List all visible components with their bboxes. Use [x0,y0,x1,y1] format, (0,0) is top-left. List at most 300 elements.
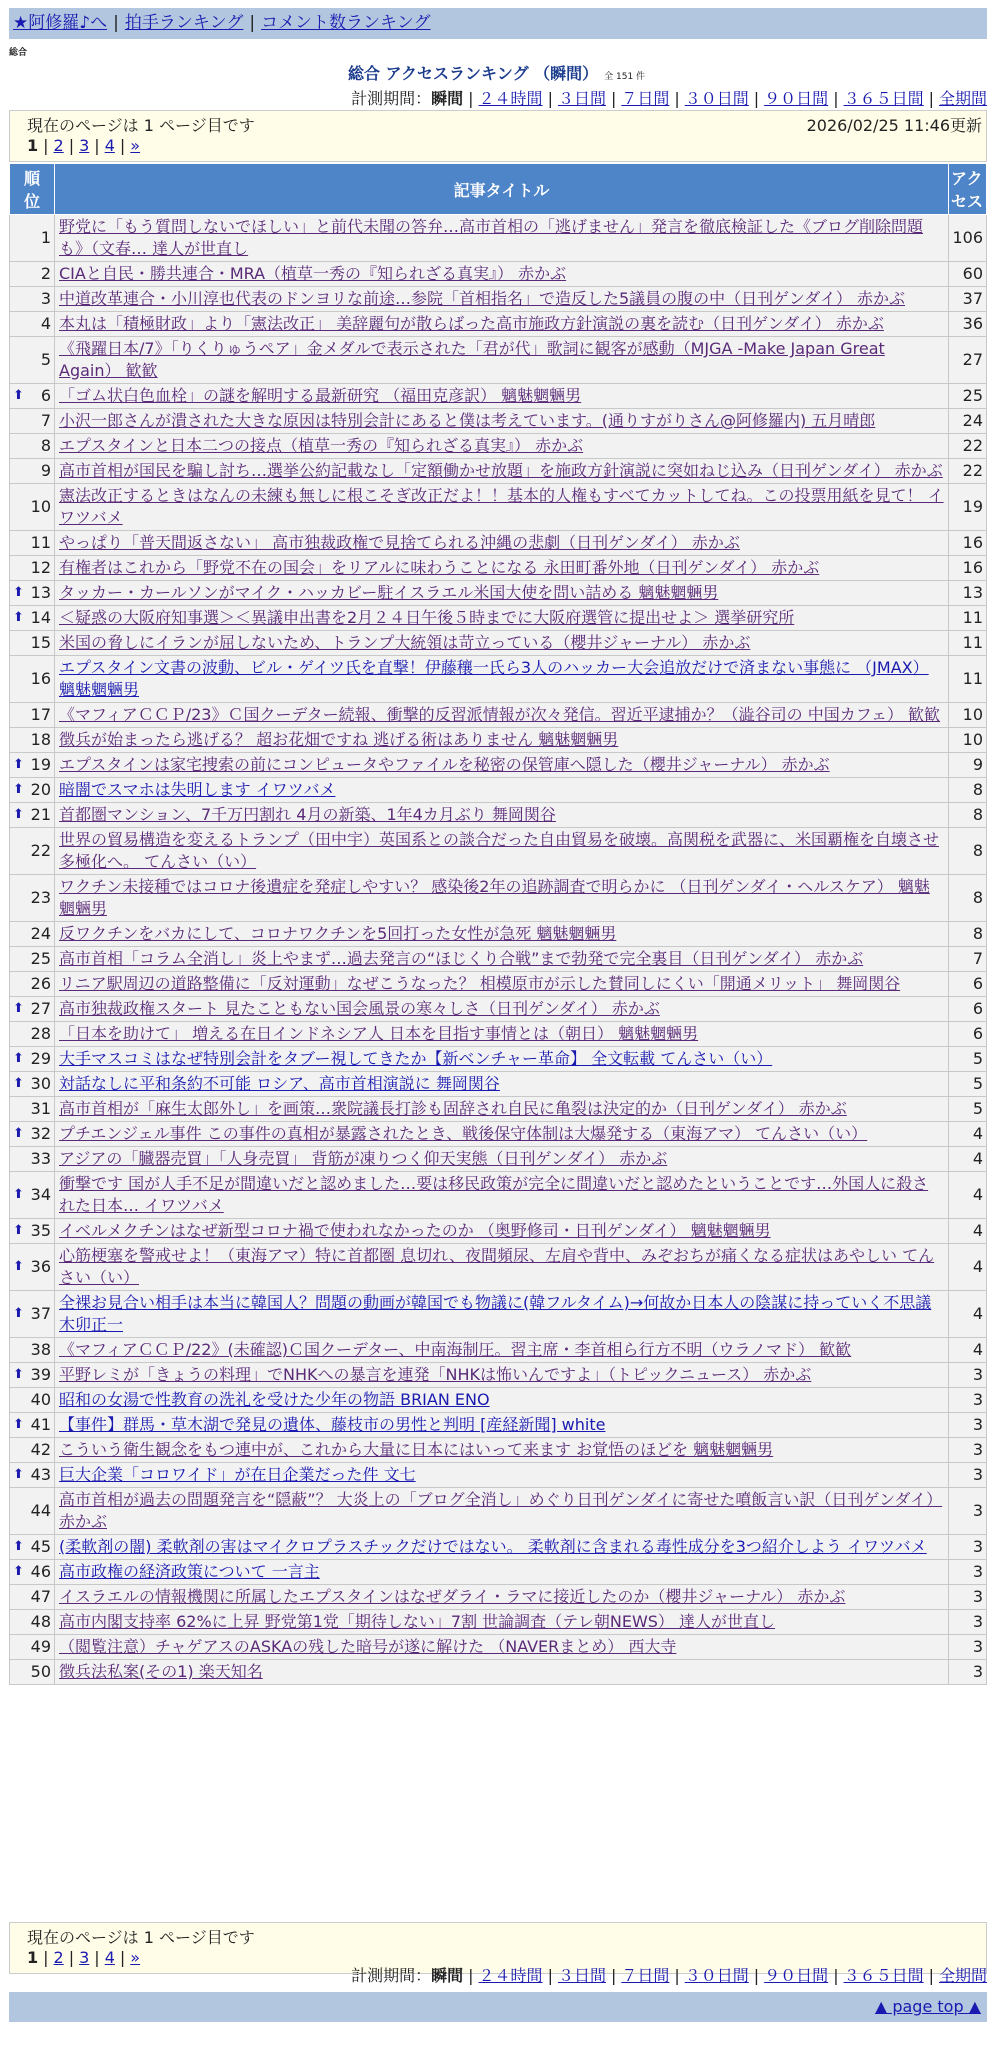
title-cell [55,922,949,947]
rank-value: 5 [40,350,51,369]
rank-cell [10,337,55,384]
up-arrow-icon: ⬆ [13,1187,24,1202]
rank-value: 42 [30,1440,51,1459]
article-link[interactable]: 野党に「もう質問しないでほしい」と前代未聞の答弁…高市首相の「逃げません」発言を徹底検証した《ブログ削除問題も》（文春… 達人が世直し [59,217,924,258]
title-cell [55,1097,949,1122]
rank-cell [10,1244,55,1291]
title-cell [55,215,949,262]
period-link-4[interactable]: ９０日間 [764,89,829,108]
table-row [10,875,987,922]
article-link[interactable]: こういう衛生観念をもつ連中が、これから大量に日本にはいって来ます お覚悟のほどを 魑魅魍魎男 [59,1440,774,1459]
up-arrow-icon: ⬆ [13,1001,24,1016]
table-row [10,997,987,1022]
table-row [10,312,987,337]
period-separator: | [833,89,839,108]
title-cell [55,337,949,384]
access-count: 25 [949,384,987,409]
article-link[interactable]: 【事件】群馬・草木湖で発見の遺体、藤枝市の男性と判明 [産経新聞] white [59,1415,606,1434]
rank-value: 37 [30,1304,51,1323]
rank-value: 9 [40,461,51,480]
title-cell [55,1438,949,1463]
nav-separator: | [113,13,119,33]
pager-link-0[interactable]: 2 [53,1948,64,1967]
article-link[interactable]: イスラエルの情報機関に所属したエプスタインはなぜダライ・ラマに接近したのか（櫻井ジャーナル） 赤かぶ [59,1587,846,1606]
table-row [10,1488,987,1535]
article-link[interactable]: エプスタイン文書の波動、ビル・ゲイツ氏を直撃！伊藤穰一氏ら3人のハッカー大会追放だけで済まない事態に （JMAX） 魑魅魍魎男 [59,658,929,699]
title-cell [55,1172,949,1219]
access-count: 4 [949,1172,987,1219]
title-cell [55,312,949,337]
table-row [10,947,987,972]
title-cell [55,409,949,434]
up-arrow-icon: ⬆ [13,1051,24,1066]
rank-cell [10,409,55,434]
period-separator: | [674,1966,680,1985]
rank-cell [10,1097,55,1122]
access-count: 10 [949,728,987,753]
access-count: 3 [949,1660,987,1685]
title-cell [55,778,949,803]
pager-link-2[interactable]: 4 [104,1948,115,1967]
table-row [10,778,987,803]
rank-value: 49 [30,1637,51,1656]
nav-link-2[interactable]: コメント数ランキング [261,13,431,33]
rank-value: 35 [30,1221,51,1240]
pager-separator: | [119,136,126,155]
title-cell [55,1660,949,1685]
article-link[interactable]: 対話なしに平和条約不可能 ロシア、高市首相演説に 舞岡関谷 [59,1074,500,1093]
period-link-1[interactable]: ３日間 [557,1966,606,1985]
table-row [10,1388,987,1413]
up-arrow-icon: ⬆ [13,1223,24,1238]
rank-cell [10,1022,55,1047]
article-link[interactable]: 高市首相が国民を騙し討ち…選挙公約記載なし「定額働かせ放題」を施政方針演説に突如ねじ込み（日刊ゲンダイ） 赤かぶ [59,461,943,480]
page-info-top [9,110,987,162]
table-row [10,1147,987,1172]
article-link[interactable]: 暗闇でスマホは失明します イワツバメ [59,780,336,799]
up-arrow-icon: ⬆ [13,1467,24,1482]
header-access: アクセス [949,164,987,215]
title-cell [55,631,949,656]
table-row [10,1047,987,1072]
pager-link-0[interactable]: 2 [53,136,64,155]
article-link[interactable]: イベルメクチンはなぜ新型コロナ禍で使われなかったのか （奥野修司・日刊ゲンダイ） 魑魅魍魎男 [59,1221,771,1240]
access-count: 10 [949,703,987,728]
rank-value: 17 [30,705,51,724]
table-row [10,972,987,997]
table-row [10,1635,987,1660]
rank-cell [10,384,55,409]
period-separator: | [928,89,934,108]
article-link[interactable]: エプスタインと日本二つの接点（植草一秀の『知られざる真実』） 赤かぶ [59,436,584,455]
rank-cell [10,1488,55,1535]
rank-value: 36 [30,1257,51,1276]
access-count: 3 [949,1535,987,1560]
title-cell [55,1388,949,1413]
title-cell [55,384,949,409]
rank-cell [10,972,55,997]
rank-cell [10,1291,55,1338]
up-arrow-icon: ⬆ [13,610,24,625]
page-title [0,61,993,84]
article-link[interactable]: （閲覧注意）チャゲアスのASKAの残した暗号が遂に解けた （NAVERまとめ） 西大寺 [59,1637,677,1656]
article-link[interactable]: 「ゴム状白色血栓」の謎を解明する最新研究 （福田克彦訳） 魑魅魍魎男 [59,386,582,405]
article-link[interactable]: 《マフィアＣＣＰ/22》(未確認)Ｃ国クーデター、中南海制圧。習主席・李首相ら行方不明（ウラノマド） 歓歓 [59,1340,852,1359]
article-link[interactable]: 高市首相が「麻生太郎外し」を画策…衆院議長打診も固辞され自民に亀裂は決定的か（日刊ゲンダイ） 赤かぶ [59,1099,847,1118]
article-link[interactable]: 本丸は「積極財政」より「憲法改正」 美辞麗句が散らばった高市施政方針演説の裏を読む（日刊ゲンダイ） 赤かぶ [59,314,884,333]
table-row [10,1022,987,1047]
period-current: 瞬間 [431,89,464,108]
rank-cell [10,1660,55,1685]
table-row [10,215,987,262]
rank-value: 16 [30,669,51,688]
rank-value: 7 [40,411,51,430]
article-link[interactable]: 小沢一郎さんが潰された大きな原因は特別会計にあると僕は考えています。(通りすがりさん@阿修羅内) 五月晴郎 [59,411,876,430]
article-link[interactable]: ＜疑惑の大阪府知事選＞＜異議申出書を2月２４日午後５時までに大阪府選管に提出せよ＞ 選挙研究所 [59,608,795,627]
access-count: 4 [949,1219,987,1244]
page-top-link[interactable]: ▲ page top ▲ [874,1997,981,2016]
access-count: 106 [949,215,987,262]
period-link-2[interactable]: ７日間 [621,1966,670,1985]
table-row [10,484,987,531]
table-row [10,434,987,459]
rank-value: 14 [30,608,51,627]
rank-cell [10,922,55,947]
pager-link-2[interactable]: 4 [104,136,115,155]
article-link[interactable]: 「日本を助けて」 増える在日インドネシア人 日本を目指す事情とは（朝日） 魑魅魍魎男 [59,1024,699,1043]
up-arrow-icon: ⬆ [13,1564,24,1579]
rank-value: 21 [30,805,51,824]
up-arrow-icon: ⬆ [13,585,24,600]
title-cell [55,947,949,972]
period-link-1[interactable]: ３日間 [557,89,606,108]
rank-value: 39 [30,1365,51,1384]
title-cell [55,531,949,556]
article-link[interactable]: 衝撃です 国が人手不足が間違いだと認めました…要は移民政策が完全に間違いだと認めたということです…外国人に殺された日本… イワツバメ [59,1174,929,1215]
period-separator: | [753,1966,760,1985]
updated-timestamp: 2026/02/25 11:46更新 [806,116,982,135]
pager-link-3[interactable]: » [130,136,141,155]
article-link[interactable]: CIAと自民・勝共連合・MRA（植草一秀の『知られざる真実』） 赤かぶ [59,264,567,283]
rank-cell [10,1219,55,1244]
table-row [10,337,987,384]
access-count: 3 [949,1363,987,1388]
title-cell [55,1635,949,1660]
up-arrow-icon: ⬆ [13,1126,24,1141]
table-row [10,262,987,287]
article-link[interactable]: リニア駅周辺の道路整備に「反対運動」なぜこうなった？ 相模原市が示した賛同しにくい「開通メリット」 舞岡関谷 [59,974,901,993]
title-cell [55,1291,949,1338]
pager [27,1948,140,1967]
access-count: 4 [949,1244,987,1291]
access-count: 3 [949,1488,987,1535]
rank-value: 29 [30,1049,51,1068]
nav-link-1[interactable]: 拍手ランキング [124,13,244,33]
rank-cell [10,556,55,581]
rank-value: 3 [40,289,51,308]
total-count: 全 151 件 [604,72,646,82]
pager-separator: | [119,1948,126,1967]
access-count: 5 [949,1097,987,1122]
period-link-0[interactable]: ２４時間 [478,1966,543,1985]
rank-value: 8 [40,436,51,455]
title-cell [55,1560,949,1585]
article-link[interactable]: 徴兵が始まったら逃げる？ 超お花畑ですね 逃げる術はありません 魑魅魍魎男 [59,730,619,749]
access-count: 3 [949,1610,987,1635]
nav-separator: | [249,13,256,33]
article-link[interactable]: 徴兵法私案(その1) 楽天知名 [59,1662,263,1681]
rank-value: 41 [30,1415,51,1434]
access-count: 3 [949,1560,987,1585]
access-count: 36 [949,312,987,337]
up-arrow-icon: ⬆ [13,782,24,797]
article-link[interactable]: 全裸お見合い相手は本当に韓国人？問題の動画が韓国でも物議に(韓フルタイム)→何故か日本人の陰謀に持っていく不思議 木卯正一 [59,1293,932,1334]
access-count: 5 [949,1072,987,1097]
access-count: 13 [949,581,987,606]
table-row [10,1438,987,1463]
rank-cell [10,1172,55,1219]
rank-value: 27 [30,999,51,1018]
rank-cell [10,1560,55,1585]
period-link-3[interactable]: ３０日間 [684,1966,749,1985]
rank-value: 31 [30,1099,51,1118]
rank-value: 25 [30,949,51,968]
rank-cell [10,1122,55,1147]
access-count: 8 [949,828,987,875]
rank-cell [10,1363,55,1388]
rank-cell [10,531,55,556]
title-cell [55,728,949,753]
access-count: 4 [949,1338,987,1363]
pager-link-1[interactable]: 3 [79,136,90,155]
table-row [10,384,987,409]
article-link[interactable]: 平野レミが「きょうの料理」でNHKへの暴言を連発「NHKは怖いんですよ」（トピックニュース） 赤かぶ [59,1365,812,1384]
period-link-4[interactable]: ９０日間 [764,1966,829,1985]
access-count: 8 [949,875,987,922]
access-count: 22 [949,459,987,484]
rank-value: 46 [30,1562,51,1581]
rank-value: 38 [30,1340,51,1359]
article-link[interactable]: タッカー・カールソンがマイク・ハッカビー駐イスラエル米国大使を問い詰める 魑魅魍魎男 [59,583,719,602]
article-link[interactable]: 世界の貿易構造を変えるトランプ（田中宇）英国系との談合だった自由貿易を破壊。高関税を武器に、米国覇権を自壊させ多極化へ。 てんさい（い） [59,830,940,871]
rank-cell [10,828,55,875]
pager-separator: | [43,1948,49,1967]
period-link-5[interactable]: ３６５日間 [843,1966,924,1985]
period-link-0[interactable]: ２４時間 [478,89,543,108]
rank-value: 50 [30,1662,51,1681]
rank-value: 10 [30,497,51,516]
title-cell [55,1122,949,1147]
article-link[interactable]: 昭和の女湯で性教育の洗礼を受けた少年の物語 BRIAN ENO [59,1390,490,1409]
rank-cell [10,312,55,337]
rank-value: 6 [40,386,51,405]
article-link[interactable]: 大手マスコミはなぜ特別会計をタブー視してきたか【新ベンチャー革命】 全文転載 てんさい（い） [59,1049,773,1068]
rank-cell [10,1388,55,1413]
rank-cell [10,1585,55,1610]
article-link[interactable]: 中道改革連合・小川淳也代表のドンヨリな前途…参院「首相指名」で造反した5議員の腹の中（日刊ゲンダイ） 赤かぶ [59,289,905,308]
table-row [10,531,987,556]
table-row [10,828,987,875]
up-arrow-icon: ⬆ [13,757,24,772]
ranking-table [9,163,987,1685]
pager-link-1[interactable]: 3 [79,1948,90,1967]
rank-cell [10,459,55,484]
pager-separator: | [94,1948,100,1967]
table-row [10,1097,987,1122]
rank-cell [10,1413,55,1438]
rank-cell [10,1635,55,1660]
title-cell [55,1535,949,1560]
up-arrow-icon: ⬆ [13,1367,24,1382]
article-link[interactable]: 有権者はこれから「野党不在の国会」をリアルに味わうことになる 永田町番外地（日刊ゲンダイ） 赤かぶ [59,558,820,577]
access-count: 4 [949,1147,987,1172]
rank-value: 1 [40,228,51,247]
access-count: 16 [949,531,987,556]
rank-cell [10,997,55,1022]
title-cell [55,1488,949,1535]
title-cell [55,434,949,459]
article-link[interactable]: 米国の脅しにイランが屈しないため、トランプ大統領は苛立っている（櫻井ジャーナル） 赤かぶ [59,633,751,652]
article-link[interactable]: (柔軟剤の闇) 柔軟剤の害はマイクロプラスチックだけではない。 柔軟剤に含まれる毒性成分を3つ紹介しよう イワツバメ [59,1537,927,1556]
access-count: 9 [949,753,987,778]
access-count: 22 [949,434,987,459]
access-count: 24 [949,409,987,434]
nav-link-0[interactable]: ★阿修羅♪へ [13,13,108,33]
article-link[interactable]: 反ワクチンをバカにして、コロナワクチンを5回打った女性が急死 魑魅魍魎男 [59,924,617,943]
up-arrow-icon: ⬆ [13,388,24,403]
period-link-3[interactable]: ３０日間 [684,89,749,108]
article-link[interactable]: プチエンジェル事件 この事件の真相が暴露されたとき、戦後保守体制は大爆発する（東海アマ） てんさい（い） [59,1124,868,1143]
article-link[interactable]: 高市首相「コラム全消し」炎上やまず…過去発言の“ほじくり合戦”まで勃発で完全裏目（日刊ゲンダイ） 赤かぶ [59,949,864,968]
table-row [10,409,987,434]
access-count: 3 [949,1635,987,1660]
article-link[interactable]: 心筋梗塞を警戒せよ！（東海アマ）特に首都圏 息切れ、夜間頻尿、左肩や背中、みぞおちが痛くなる症状はあやしい てんさい（い） [59,1246,935,1287]
period-separator: | [547,1966,553,1985]
table-row [10,459,987,484]
period-link-6[interactable]: 全期間 [938,1966,987,1985]
period-link-2[interactable]: ７日間 [621,89,670,108]
rank-cell [10,803,55,828]
article-link[interactable]: エプスタインは家宅捜索の前にコンピュータやファイルを秘密の保管庫へ隠した（櫻井ジャーナル） 赤かぶ [59,755,830,774]
article-link[interactable]: 高市首相が過去の問題発言を“隠蔽”？ 大炎上の「ブログ全消し」めぐり日刊ゲンダイに寄せた噴飯言い訳（日刊ゲンダイ） 赤かぶ [59,1490,943,1531]
article-link[interactable]: 《飛躍日本/7》「りくりゅうペア」金メダルで表示された「君が代」歌詞に観客が感動（MJGA -Make Japan Great Again） 歓歓 [59,339,885,380]
access-count: 7 [949,947,987,972]
table-row [10,703,987,728]
table-row [10,606,987,631]
access-count: 11 [949,631,987,656]
period-label: 計測期間： [351,89,432,108]
rank-cell [10,778,55,803]
rank-cell [10,875,55,922]
period-separator: | [753,89,760,108]
rank-value: 15 [30,633,51,652]
article-link[interactable]: アジアの「臓器売買」「人身売買」 背筋が凍りつく仰天実態（日刊ゲンダイ） 赤かぶ [59,1149,668,1168]
period-separator: | [833,1966,839,1985]
table-row [10,1338,987,1363]
title-cell [55,803,949,828]
title-cell [55,656,949,703]
rank-cell [10,606,55,631]
title-cell [55,1022,949,1047]
pager-separator: | [43,136,49,155]
access-count: 3 [949,1585,987,1610]
rank-value: 4 [40,314,51,333]
table-row [10,1535,987,1560]
rank-value: 11 [30,533,51,552]
title-cell [55,606,949,631]
table-row [10,1585,987,1610]
period-link-6[interactable]: 全期間 [938,89,987,108]
table-row [10,1244,987,1291]
access-count: 11 [949,606,987,631]
pager-link-3[interactable]: » [130,1948,141,1967]
pager [27,136,140,155]
pager-separator: | [94,136,100,155]
article-link[interactable]: やっぱり「普天間返さない」 高市独裁政権で見捨てられる沖縄の悲劇（日刊ゲンダイ） 赤かぶ [59,533,740,552]
article-link[interactable]: ワクチン未接種ではコロナ後遺症を発症しやすい？ 感染後2年の追跡調査で明らかに （日刊ゲンダイ・ヘルスケア） 魑魅魍魎男 [59,877,930,918]
rank-cell [10,484,55,531]
up-arrow-icon: ⬆ [13,807,24,822]
title-cell [55,1338,949,1363]
table-row [10,1413,987,1438]
rank-cell [10,1463,55,1488]
title-cell [55,1610,949,1635]
period-link-5[interactable]: ３６５日間 [843,89,924,108]
title-cell [55,1363,949,1388]
article-link[interactable]: 高市独裁政権スタート 見たこともない国会風景の寒々しさ（日刊ゲンダイ） 赤かぶ [59,999,660,1018]
rank-cell [10,1535,55,1560]
article-link[interactable]: 《マフィアＣＣＰ/23》Ｃ国クーデター続報、衝撃的反習派情報が次々発信。習近平逮捕か？（澁谷司の 中国カフェ） 歓歓 [59,705,941,724]
rank-value: 30 [30,1074,51,1093]
table-row [10,728,987,753]
rank-cell [10,287,55,312]
rank-value: 33 [30,1149,51,1168]
period-separator: | [674,89,680,108]
up-arrow-icon: ⬆ [13,1076,24,1091]
article-link[interactable]: 高市内閣支持率 62%に上昇 野党第1党「期待しない」7割 世論調査（テレ朝NEWS） 達人が世直し [59,1612,776,1631]
access-count: 4 [949,1291,987,1338]
article-link[interactable]: 巨大企業「コロワイド」が在日企業だった件 文七 [59,1465,416,1484]
table-row [10,287,987,312]
period-current: 瞬間 [431,1966,464,1985]
rank-cell [10,1072,55,1097]
article-link[interactable]: 憲法改正するときはなんの未練も無しに根こそぎ改正だよ！！基本的人権もすべてカットしてね。この投票用紙を見て！ イワツバメ [59,486,944,527]
title-cell [55,1219,949,1244]
rank-cell [10,656,55,703]
up-arrow-icon: ⬆ [13,1259,24,1274]
article-link[interactable]: 首都圏マンション、7千万円割れ 4月の新築、1年4カ月ぶり 舞岡関谷 [59,805,556,824]
access-count: 3 [949,1388,987,1413]
article-link[interactable]: 高市政権の経済政策について 一言主 [59,1562,320,1581]
rank-value: 20 [30,780,51,799]
table-row [10,1363,987,1388]
title-cell [55,828,949,875]
header-title: 記事タイトル [55,164,949,215]
current-page-text: 現在のページは 1 ページ目です [27,1928,255,1947]
rank-value: 43 [30,1465,51,1484]
access-count: 6 [949,1022,987,1047]
access-count: 8 [949,778,987,803]
period-selector-bottom [351,1963,987,1986]
access-count: 27 [949,337,987,384]
rank-value: 44 [30,1501,51,1520]
rank-cell [10,947,55,972]
rank-value: 28 [30,1024,51,1043]
title-cell [55,556,949,581]
table-row [10,556,987,581]
access-count: 19 [949,484,987,531]
rank-cell [10,215,55,262]
